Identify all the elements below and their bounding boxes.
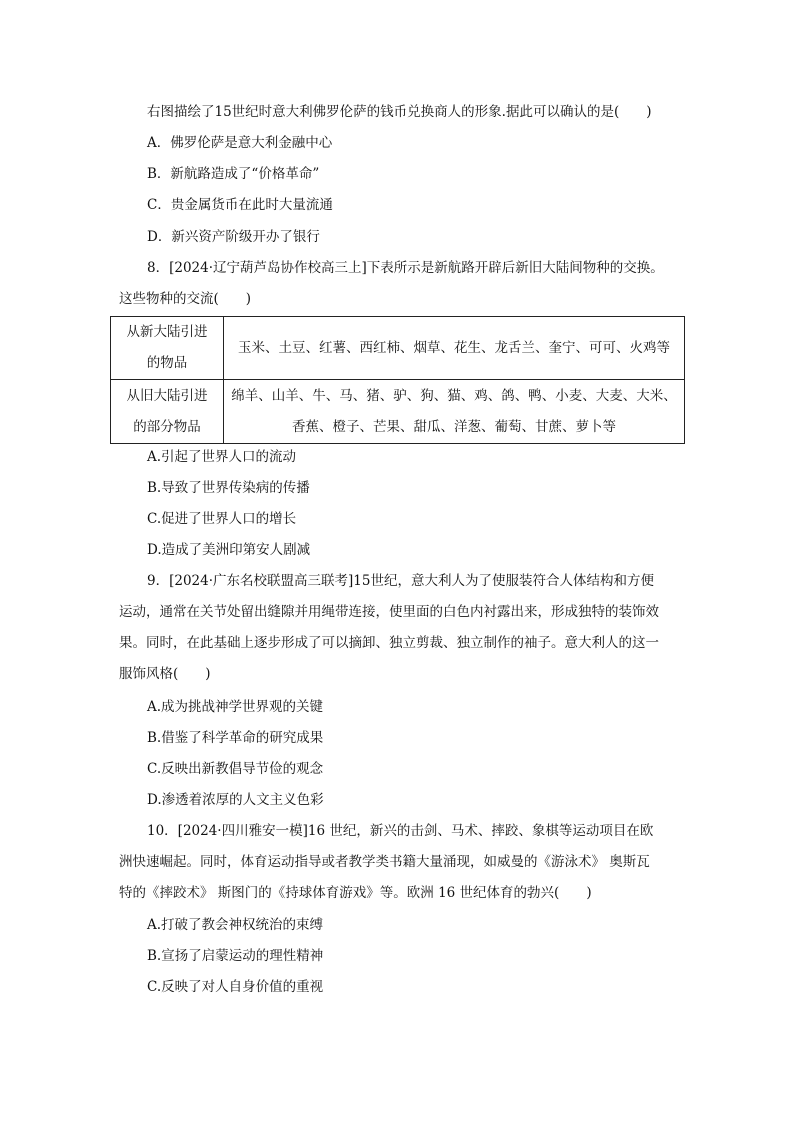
q9-stem-line1: 9．[2024·广东名校联盟高三联考]15世纪，意大利人为了使服装符合人体结构和方便: [147, 573, 654, 589]
q9-option-b: B.借鉴了科学革命的研究成果: [147, 730, 324, 746]
q8-option-d: D.造成了美洲印第安人剧减: [147, 542, 311, 558]
table-content-cell: 玉米、土豆、红薯、西红柿、烟草、花生、龙舌兰、奎宁、可可、火鸡等: [224, 317, 685, 380]
q8-option-b: B.导致了世界传染病的传播: [147, 480, 310, 496]
q9-option-a: A.成为挑战神学世界观的关键: [147, 699, 324, 715]
table-row: [111, 317, 685, 380]
q7-option-b: B．新航路造成了“价格革命”: [147, 166, 320, 182]
table-content-cell: 绵羊、山羊、牛、马、猪、驴、狗、猫、鸡、鸽、鸭、小麦、大麦、大米、 香蕉、橙子、芒果、甜瓜、洋葱、葡萄、甘蔗、萝卜等: [224, 380, 685, 444]
q10-option-b: B.宣扬了启蒙运动的理性精神: [147, 948, 324, 964]
q9-option-d: D.渗透着浓厚的人文主义色彩: [147, 792, 324, 808]
q9-stem-line4: 服饰风格( ): [119, 666, 211, 682]
table-header-cell: 从旧大陆引进 的部分物品: [111, 380, 224, 444]
q10-option-c: C.反映了对人自身价值的重视: [147, 979, 324, 995]
q7-option-d: D．新兴资产阶级开办了银行: [147, 229, 320, 245]
q9-stem-line3: 果。同时，在此基础上逐步形成了可以摘卸、独立剪裁、独立制作的袖子。意大利人的这一: [119, 635, 659, 651]
q7-option-a: A．佛罗伦萨是意大利金融中心: [147, 135, 333, 151]
q7-stem: 右图描绘了15世纪时意大利佛罗伦萨的钱币兑换商人的形象.据此可以确认的是( ): [147, 104, 652, 120]
q10-stem-line2: 洲快速崛起。同时，体育运动指导或者教学类书籍大量涌现，如威曼的《游泳术》 奥斯瓦: [119, 854, 650, 870]
q9-option-c: C.反映出新教倡导节俭的观念: [147, 761, 324, 777]
q8-option-c: C.促进了世界人口的增长: [147, 511, 297, 527]
q10-option-a: A.打破了教会神权统治的束缚: [147, 917, 324, 933]
q9-stem-line2: 运动，通常在关节处留出缝隙并用绳带连接，使里面的白色内衬露出来，形成独特的装饰效: [119, 604, 659, 620]
species-exchange-table: [110, 316, 685, 444]
table-row: [111, 380, 685, 444]
q10-stem-line3: 特的《摔跤术》 斯图门的《持球体育游戏》等。欧洲 16 世纪体育的勃兴( ): [119, 885, 592, 901]
q8-option-a: A.引起了世界人口的流动: [147, 449, 297, 465]
q8-stem-line1: 8．[2024·辽宁葫芦岛协作校高三上]下表所示是新航路开辟后新旧大陆间物种的交换。: [147, 260, 664, 276]
q8-stem-line2: 这些物种的交流( ): [119, 291, 252, 307]
q7-option-c: C．贵金属货币在此时大量流通: [147, 197, 333, 213]
q10-stem-line1: 10．[2024·四川雅安一模]16 世纪，新兴的击剑、马术、摔跤、象棋等运动项目在欧: [147, 823, 654, 839]
table-header-cell: 从新大陆引进 的物品: [111, 317, 224, 380]
